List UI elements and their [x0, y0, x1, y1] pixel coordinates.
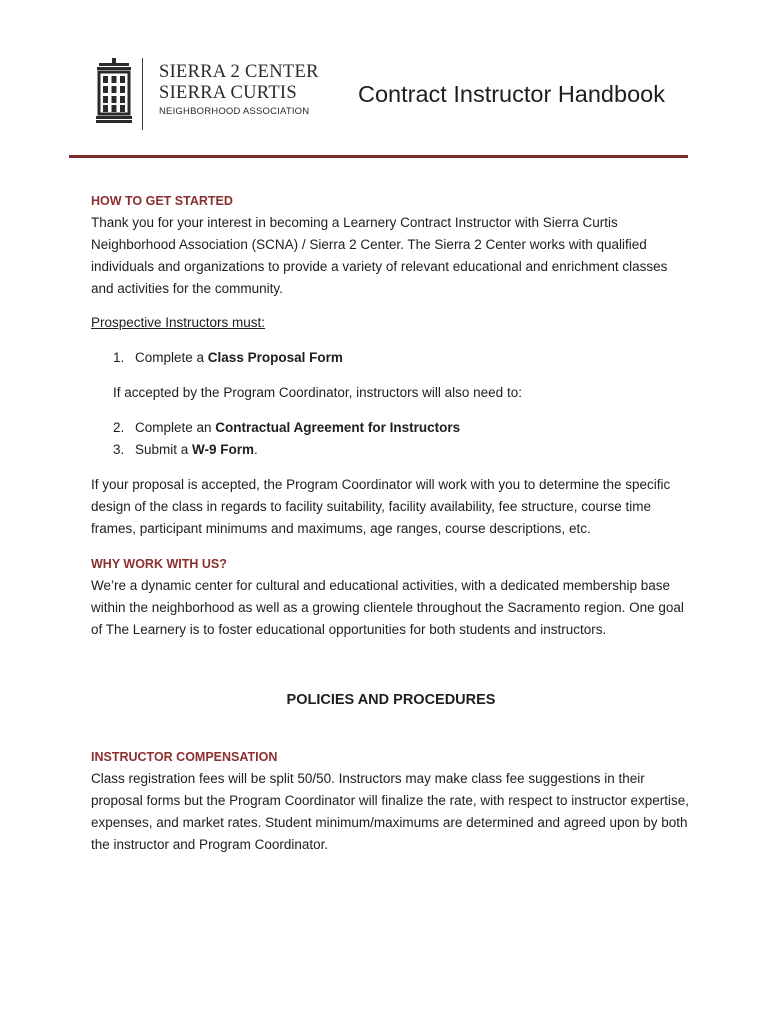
section-heading-compensation: INSTRUCTOR COMPENSATION	[91, 750, 278, 764]
step-1-pre: Complete a	[135, 350, 208, 365]
org-name-line2: SIERRA CURTIS	[159, 83, 297, 103]
get-started-intro: Thank you for your interest in becoming a Learnery Contract Instructor with Sierra Curtis Neighborhood Association (SCNA) / Sierra 2 Center. The Sierra 2 Center works with qualified individuals and organizations to provide a variety of relevant educational and enrichment classes and activities for the community.	[91, 215, 668, 296]
step-3-pre: Submit a	[135, 442, 193, 457]
step-2	[91, 417, 691, 439]
w9-form-label: W-9 Form	[192, 442, 255, 457]
section-heading-why-work: WHY WORK WITH US?	[91, 557, 227, 571]
step-2-pre: Complete an	[135, 420, 216, 435]
building-facade-icon	[96, 58, 132, 124]
why-work-body: We’re a dynamic center for cultural and educational activities, with a dedicated membership base within the neighborhood as well as a growing clientele throughout the Sacramento region. One goal of The Learnery is to foster educational opportunities for both students and instructors.	[91, 578, 684, 637]
document-title: Contract Instructor Handbook	[358, 81, 665, 107]
org-name-line3: NEIGHBORHOOD ASSOCIATION	[159, 106, 310, 117]
class-proposal-form-label: Class Proposal Form	[207, 350, 343, 365]
header-rule	[69, 155, 688, 158]
section-heading-get-started: HOW TO GET STARTED	[91, 194, 233, 208]
prospective-instructors-label: Prospective Instructors must:	[91, 315, 266, 330]
org-name-line1: SIERRA 2 CENTER	[159, 62, 319, 82]
step-3	[91, 439, 691, 461]
contractual-agreement-label: Contractual Agreement for Instructors	[215, 420, 461, 435]
section-heading-policies: POLICIES AND PROCEDURES	[286, 692, 496, 708]
step-3-post: .	[254, 442, 258, 457]
compensation-body: Class registration fees will be split 50/50. Instructors may make class fee suggestions in their proposal forms but the Program Coordinator will finalize the rate, with respect to instructor expertise, expenses, and market rates. Student minimum/maximums are determined and agreed upon by both the instructor and Program Coordinator.	[91, 771, 690, 852]
accepted-note: If accepted by the Program Coordinator, instructors will also need to:	[113, 385, 522, 400]
logo-divider	[142, 58, 143, 130]
step-3-number: 3.	[113, 442, 125, 457]
step-1-number: 1.	[113, 350, 125, 365]
document-body	[91, 190, 691, 856]
step-2-number: 2.	[113, 420, 125, 435]
step-1	[91, 347, 691, 369]
get-started-closing: If your proposal is accepted, the Program Coordinator will work with you to determine the specific design of the class in regards to facility suitability, facility availability, fee structure, course time frames, participant minimums and maximums, age ranges, course descriptions, etc.	[91, 477, 671, 536]
